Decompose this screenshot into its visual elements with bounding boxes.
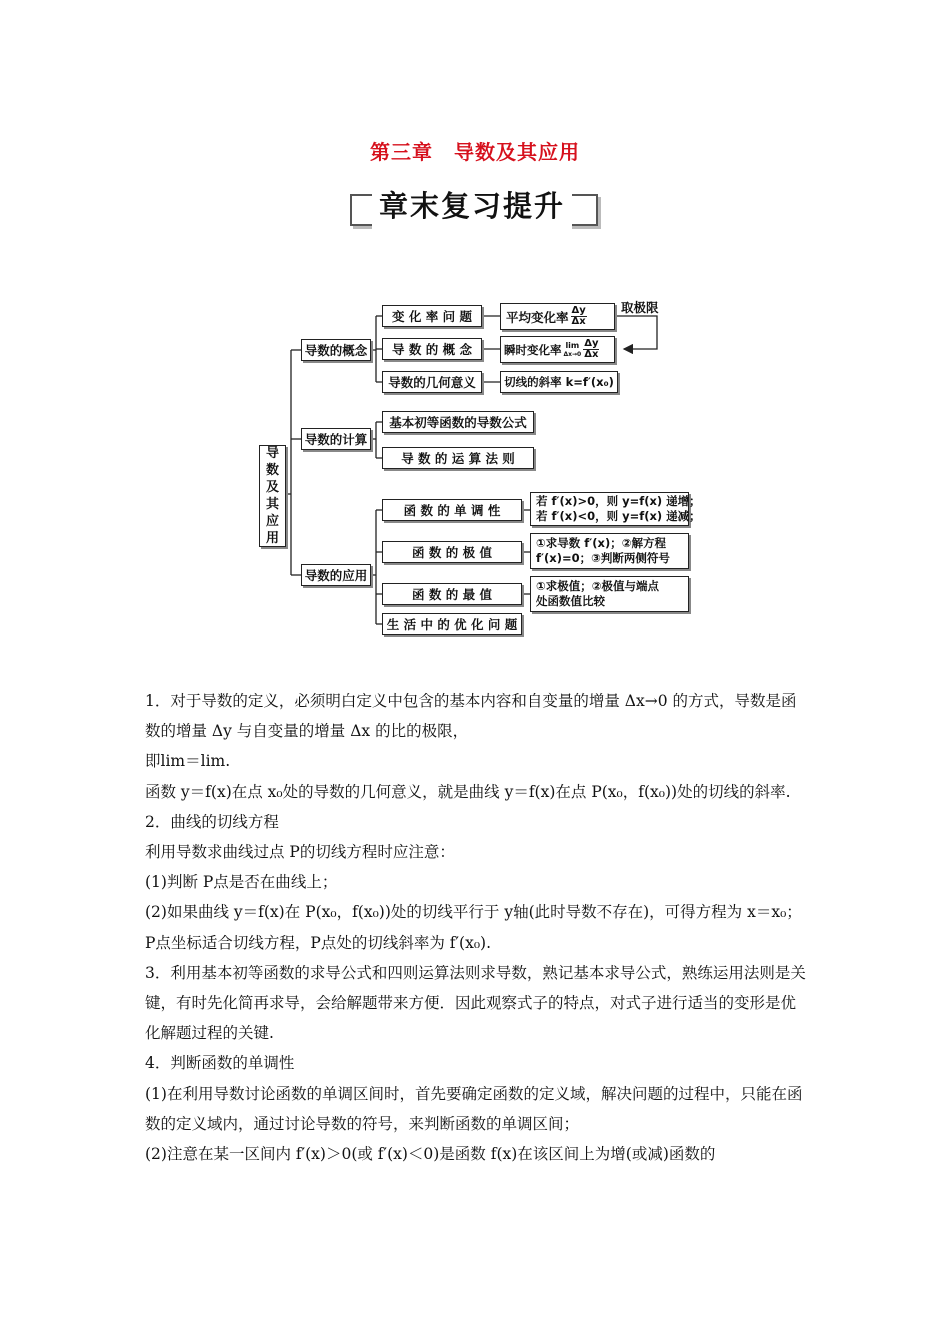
node-monotonicity-rule <box>530 492 701 526</box>
root-char: 数 <box>265 463 279 478</box>
node-tangent-slope: 切线的斜率 k=f′(x₀) <box>500 371 618 393</box>
section-heading: 4．判断函数的单调性 <box>145 1054 295 1073</box>
node-derivative-calculation: 导数的计算 <box>301 428 371 450</box>
node-extremum: 函 数 的 极 值 <box>382 541 522 563</box>
root-char: 导 <box>265 446 279 461</box>
max-min-step-line: ①求极值；②极值与端点 <box>536 579 659 593</box>
fraction-denominator: Δx <box>571 316 586 327</box>
section-heading: 2．曲线的切线方程 <box>145 812 279 831</box>
paragraph: (1)在利用导数讨论函数的单调区间时，首先要确定函数的定义域，解决问题的过程中，只能在函数的定义域内，通过讨论导数的符号，来判断函数的单调区间； <box>145 1084 803 1133</box>
node-operation-rules: 导 数 的 运 算 法 则 <box>382 447 534 469</box>
node-monotonicity: 函 数 的 单 调 性 <box>382 499 522 521</box>
node-extremum-steps <box>530 533 689 569</box>
node-instant-rate <box>500 336 615 363</box>
extremum-step-line: f′(x)=0；③判断两侧符号 <box>536 551 670 565</box>
fraction-denominator: Δx <box>584 349 599 360</box>
fraction-numerator: Δy <box>584 338 599 349</box>
banner-label: 章末复习提升 <box>372 184 572 230</box>
limit-symbol <box>564 341 582 359</box>
paragraph: 即lim＝lim. <box>145 752 231 771</box>
extremum-step-line: ①求导数 f′(x)；②解方程 <box>536 536 666 550</box>
average-rate-fraction <box>571 306 587 327</box>
monotonicity-rule-line: 若 f′(x)>0，则 y=f(x) 递增； <box>536 494 701 508</box>
root-char: 应 <box>265 514 279 529</box>
root-char: 其 <box>265 497 279 512</box>
paragraph: 3．利用基本初等函数的求导公式和四则运算法则求导数，熟记基本求导公式，熟练运用法则是关键，有时先化简再求导，会给解题带来方便．因此观察式子的特点，对式子进行适当的变形是优化解题过程的关键. <box>145 963 806 1043</box>
node-max-min: 函 数 的 最 值 <box>382 583 522 605</box>
node-rate-of-change: 变 化 率 问 题 <box>382 305 482 327</box>
limit-subscript: Δx→0 <box>563 350 582 358</box>
average-rate-label: 平均变化率 <box>506 309 569 325</box>
node-optimization: 生 活 中 的 优 化 问 题 <box>382 613 522 635</box>
max-min-step-line: 处函数值比较 <box>536 594 605 608</box>
chapter-title: 第三章 导数及其应用 <box>370 140 580 164</box>
paragraph: 利用导数求曲线过点 P的切线方程时应注意： <box>145 843 455 862</box>
node-max-min-steps <box>530 576 689 612</box>
root-char: 用 <box>265 531 279 546</box>
root-node <box>259 445 286 547</box>
paragraph: (1)判断 P点是否在曲线上； <box>145 873 338 892</box>
paragraph: (2)如果曲线 y＝f(x)在 P(x₀，f(x₀))处的切线平行于 y轴(此时导数不存在)，可得方程为 x＝x₀；P点坐标适合切线方程，P点处的切线斜率为 f′(x₀). <box>145 903 802 952</box>
paragraph: 函数 y＝f(x)在点 x₀处的导数的几何意义，就是曲线 y＝f(x)在点 P(x₀，f(x₀))处的切线的斜率. <box>145 782 791 801</box>
fraction-numerator: Δy <box>571 305 586 316</box>
instant-rate-label: 瞬时变化率 <box>504 342 562 357</box>
node-average-rate <box>500 303 615 330</box>
node-derivative-application: 导数的应用 <box>301 564 371 586</box>
limit-text: lim <box>565 340 580 350</box>
instant-rate-fraction <box>583 339 599 360</box>
monotonicity-rule-line: 若 f′(x)<0，则 y=f(x) 递减； <box>536 509 701 523</box>
paragraph: (2)注意在某一区间内 f′(x)＞0(或 f′(x)＜0)是函数 f(x)在该区间上为增(或减)函数的 <box>145 1145 716 1164</box>
concept-map <box>0 0 950 660</box>
node-derivative-definition: 导 数 的 概 念 <box>382 338 482 360</box>
node-basic-formulas: 基本初等函数的导数公式 <box>382 411 534 433</box>
paragraph: 1．对于导数的定义，必须明白定义中包含的基本内容和自变量的增量 Δx→0 的方式，导数是函数的增量 Δy 与自变量的增量 Δx 的比的极限， <box>145 692 797 741</box>
node-derivative-concept: 导数的概念 <box>301 339 371 361</box>
body-text <box>145 686 810 1169</box>
take-limit-note: 取极限 <box>621 300 659 315</box>
root-char: 及 <box>265 480 279 495</box>
node-geometric-meaning: 导数的几何意义 <box>382 371 482 393</box>
